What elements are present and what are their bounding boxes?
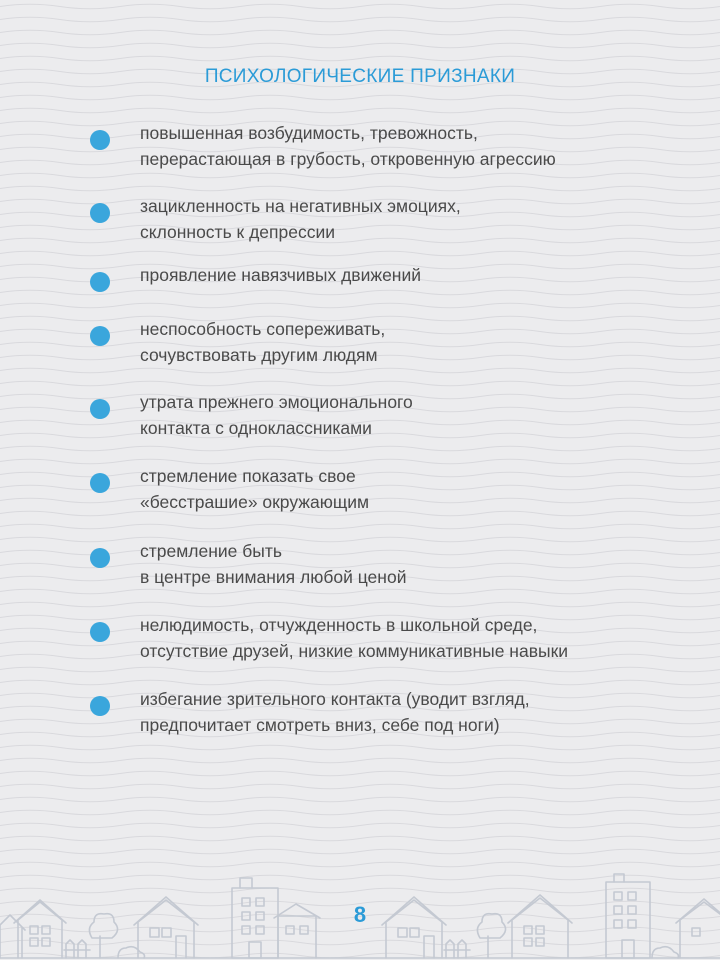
page-title: ПСИХОЛОГИЧЕСКИЕ ПРИЗНАКИ: [204, 66, 516, 87]
bullet-dot-icon: [90, 272, 110, 292]
item-text: проявление навязчивых движений: [140, 265, 422, 285]
bullet-dot-icon: [90, 203, 110, 223]
bullet-dot-icon: [90, 622, 110, 642]
item-text: стремление быть в центре внимания любой ценой: [140, 541, 407, 587]
item-text: повышенная возбудимость, тревожность, перерастающая в грубость, откровенную агрессию: [140, 123, 556, 169]
item-text: зацикленность на негативных эмоциях, склонность к депрессии: [140, 196, 461, 242]
page-number: 8: [353, 902, 367, 927]
item-text: утрата прежнего эмоционального контакта с одноклассниками: [140, 392, 413, 438]
item-text: стремление показать свое «бесстрашие» окружающим: [140, 466, 370, 512]
bullet-dot-icon: [90, 130, 110, 150]
bullet-dot-icon: [90, 548, 110, 568]
bullet-dot-icon: [90, 399, 110, 419]
item-text: неспособность сопереживать, сочувствовать другим людям: [140, 319, 386, 365]
bullet-dot-icon: [90, 473, 110, 493]
item-text: нелюдимость, отчужденность в школьной среде, отсутствие друзей, низкие коммуникативные навыки: [140, 615, 569, 661]
bullet-dot-icon: [90, 696, 110, 716]
item-text: избегание зрительного контакта (уводит взгляд, предпочитает смотреть вниз, себе под ноги): [140, 689, 530, 735]
bullet-dot-icon: [90, 326, 110, 346]
